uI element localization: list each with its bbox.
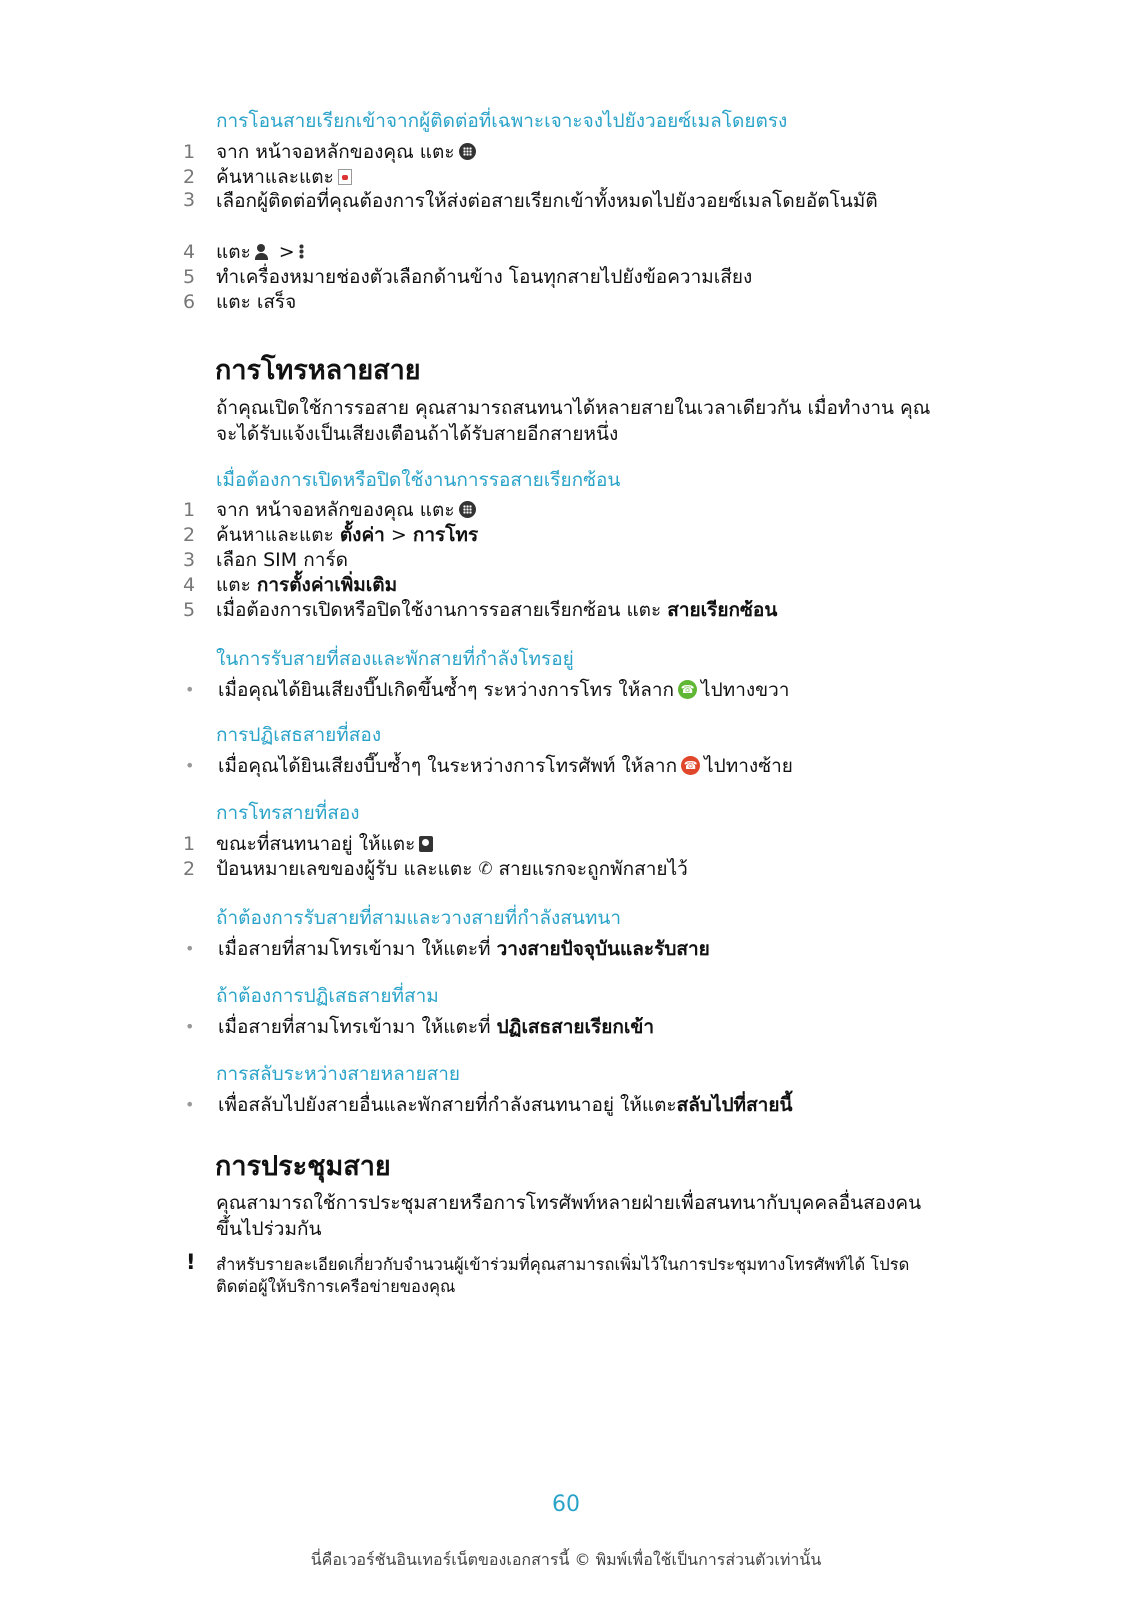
- apps-icon: [459, 143, 476, 160]
- step-3: 3 เลือกผู้ติดต่อที่คุณต้องการให้ส่งต่อสายเรียกเข้าทั้งหมดไปยังวอยซ์เมลโดยอัตโนมัติ: [183, 189, 878, 212]
- subheading-switch-calls: การสลับระหว่างสายหลายสาย: [216, 1063, 460, 1085]
- page-number: 60: [552, 1492, 580, 1517]
- subheading-reject-third: ถ้าต้องการปฏิเสธสายที่สาม: [216, 985, 439, 1007]
- heading-multiple-calls: การโทรหลายสาย: [215, 355, 421, 386]
- handset-icon: ✆: [478, 858, 493, 879]
- cw-step-5: 5 เมื่อต้องการเปิดหรือปิดใช้งานการรอสายเรียกซ้อน แตะ สายเรียกซ้อน: [183, 598, 778, 621]
- cw-step-3: 3 เลือก SIM การ์ด: [183, 548, 348, 571]
- intro-conference-call: คุณสามารถใช้การประชุมสายหรือการโทรศัพท์หลายฝ่ายเพื่อสนทนากับบุคคลอื่นสองคนขึ้นไปร่วมกัน: [216, 1192, 922, 1240]
- step-4: 4 แตะ >: [183, 239, 308, 264]
- bullet-answer-third: • เมื่อสายที่สามโทรเข้ามา ให้แตะที่ วางสายปัจจุบันและรับสาย: [185, 937, 710, 960]
- bullet-reject-third: • เมื่อสายที่สามโทรเข้ามา ให้แตะที่ ปฏิเสธสายเรียกเข้า: [185, 1015, 655, 1038]
- bullet-reject-second: • เมื่อคุณได้ยินเสียงบี๊บซ้ำๆ ในระหว่างการโทรศัพท์ ให้ลาก ☎ ไปทางซ้าย: [185, 754, 793, 777]
- cw-step-4: 4 แตะ การตั้งค่าเพิ่มเติม: [183, 573, 398, 596]
- intro-multiple-calls: ถ้าคุณเปิดใช้การรอสาย คุณสามารถสนทนาได้หลายสายในเวลาเดียวกัน เมื่อทำงาน คุณจะได้รับแจ้งเป็นเสียงเตือนถ้าได้รับสายอีกสายหนึ่ง: [216, 397, 931, 445]
- reject-call-icon: ☎: [681, 756, 700, 775]
- phonebook-icon: [338, 169, 352, 185]
- call2-step-1: 1 ขณะที่สนทนาอยู่ ให้แตะ: [183, 831, 437, 856]
- step-1: 1 จาก หน้าจอหลักของคุณ แตะ: [183, 139, 480, 164]
- step-6: 6 แตะ เสร็จ: [183, 290, 297, 313]
- answer-call-icon: ☎: [678, 680, 697, 699]
- cw-step-2: 2 ค้นหาและแตะ ตั้งค่า > การโทร: [183, 523, 479, 546]
- heading-conference-call: การประชุมสาย: [215, 1151, 391, 1182]
- subheading-call-waiting: เมื่อต้องการเปิดหรือปิดใช้งานการรอสายเรียกซ้อน: [216, 469, 621, 491]
- subheading-reject-second: การปฏิเสธสายที่สอง: [216, 724, 382, 746]
- bullet-switch-calls: • เพื่อสลับไปยังสายอื่นและพักสายที่กำลังสนทนาอยู่ ให้แตะ สลับไปที่สายนี้: [185, 1093, 793, 1116]
- call2-step-2: 2 ป้อนหมายเลขของผู้รับ และแตะ ✆ สายแรกจะถูกพักสายไว้: [183, 857, 688, 880]
- warning-icon: !: [186, 1250, 196, 1274]
- subheading-answer-second: ในการรับสายที่สองและพักสายที่กำลังโทรอยู่: [216, 648, 574, 670]
- more-options-icon: [299, 244, 304, 259]
- bullet-answer-second: • เมื่อคุณได้ยินเสียงบี๊ปเกิดขึ้นซ้ำๆ ระหว่างการโทร ให้ลาก ☎ ไปทางขวา: [185, 678, 790, 701]
- subheading-answer-third: ถ้าต้องการรับสายที่สามและวางสายที่กำลังสนทนา: [216, 907, 622, 929]
- step-2: 2 ค้นหาและแตะ: [183, 164, 356, 189]
- cw-step-1: 1 จาก หน้าจอหลักของคุณ แตะ: [183, 497, 480, 522]
- apps-icon: [459, 501, 476, 518]
- add-call-icon: [419, 836, 433, 852]
- step-5: 5 ทำเครื่องหมายช่องตัวเลือกด้านข้าง โอนทุกสายไปยังข้อความเสียง: [183, 265, 753, 288]
- footer-note: นี่คือเวอร์ชันอินเทอร์เน็ตของเอกสารนี้ © พิมพ์เพื่อใช้เป็นการส่วนตัวเท่านั้น: [310, 1550, 822, 1569]
- edit-contact-icon: [255, 244, 275, 260]
- subheading-second-call: การโทรสายที่สอง: [216, 802, 360, 824]
- subheading-forward-voicemail: การโอนสายเรียกเข้าจากผู้ติดต่อที่เฉพาะเจาะจงไปยังวอยซ์เมลโดยตรง: [216, 110, 788, 132]
- note-conference-call: สำหรับรายละเอียดเกี่ยวกับจำนวนผู้เข้าร่วมที่คุณสามารถเพิ่มไว้ในการประชุมทางโทรศัพท์ได้ โปรดติดต่อผู้ให้บริการเครือข่ายของคุณ: [216, 1255, 910, 1296]
